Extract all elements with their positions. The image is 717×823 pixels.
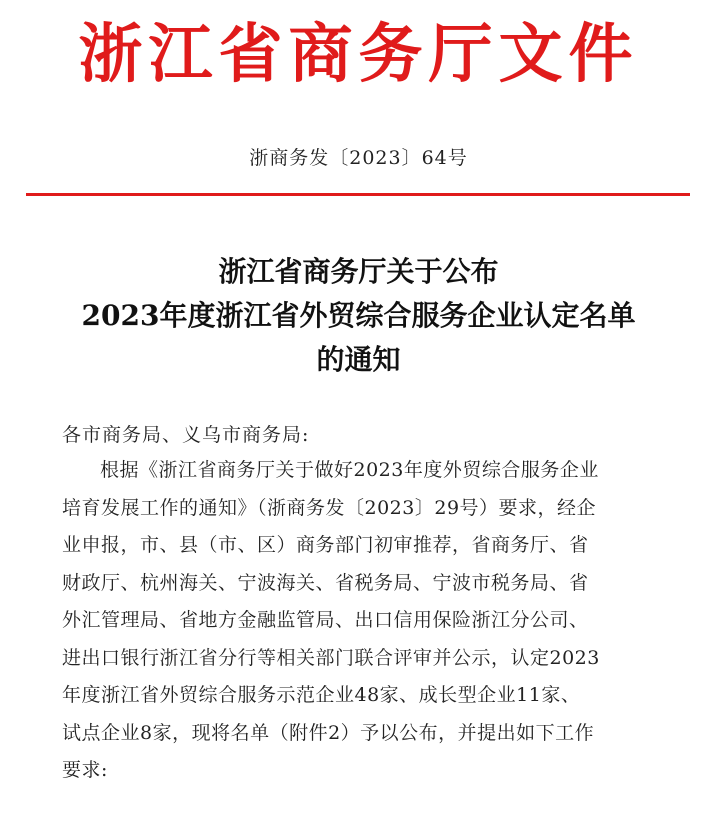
- notice-title: [0, 250, 717, 382]
- body-line: 财政厅、杭州海关、宁波海关、省税务局、宁波市税务局、省: [62, 571, 589, 594]
- body-line: 年度浙江省外贸综合服务示范企业48家、成长型企业11家、: [62, 684, 581, 706]
- body-line: 业申报，市、县（市、区）商务部门初审推荐，省商务厅、省: [62, 534, 589, 556]
- agency-header-title: 浙江省商务厅文件: [78, 17, 639, 92]
- red-divider-line: [26, 193, 690, 196]
- body-line: 培育发展工作的通知》（浙商务发〔2023〕29号）要求，经企: [62, 496, 597, 519]
- title-line-1: 浙江省商务厅关于公布: [218, 255, 499, 288]
- body-paragraph: [62, 452, 662, 790]
- body-line: 试点企业8家，现将名单（附件2）予以公布，并提出如下工作: [62, 721, 595, 744]
- body-line: 外汇管理局、省地方金融监管局、出口信用保险浙江分公司、: [62, 609, 589, 631]
- body-line: 进出口银行浙江省分行等相关部门联合评审并公示，认定2023: [62, 646, 600, 669]
- salutation: 各市商务局、义乌市商务局:: [62, 424, 310, 446]
- body-line: 要求:: [62, 759, 108, 781]
- title-line-2: 2023年度浙江省外贸综合服务企业认定名单: [81, 299, 636, 332]
- document-number: 浙商务发〔2023〕64号: [249, 147, 468, 169]
- title-line-3: 的通知: [316, 343, 401, 376]
- body-line: 根据《浙江省商务厅关于做好2023年度外贸综合服务企业: [100, 459, 599, 481]
